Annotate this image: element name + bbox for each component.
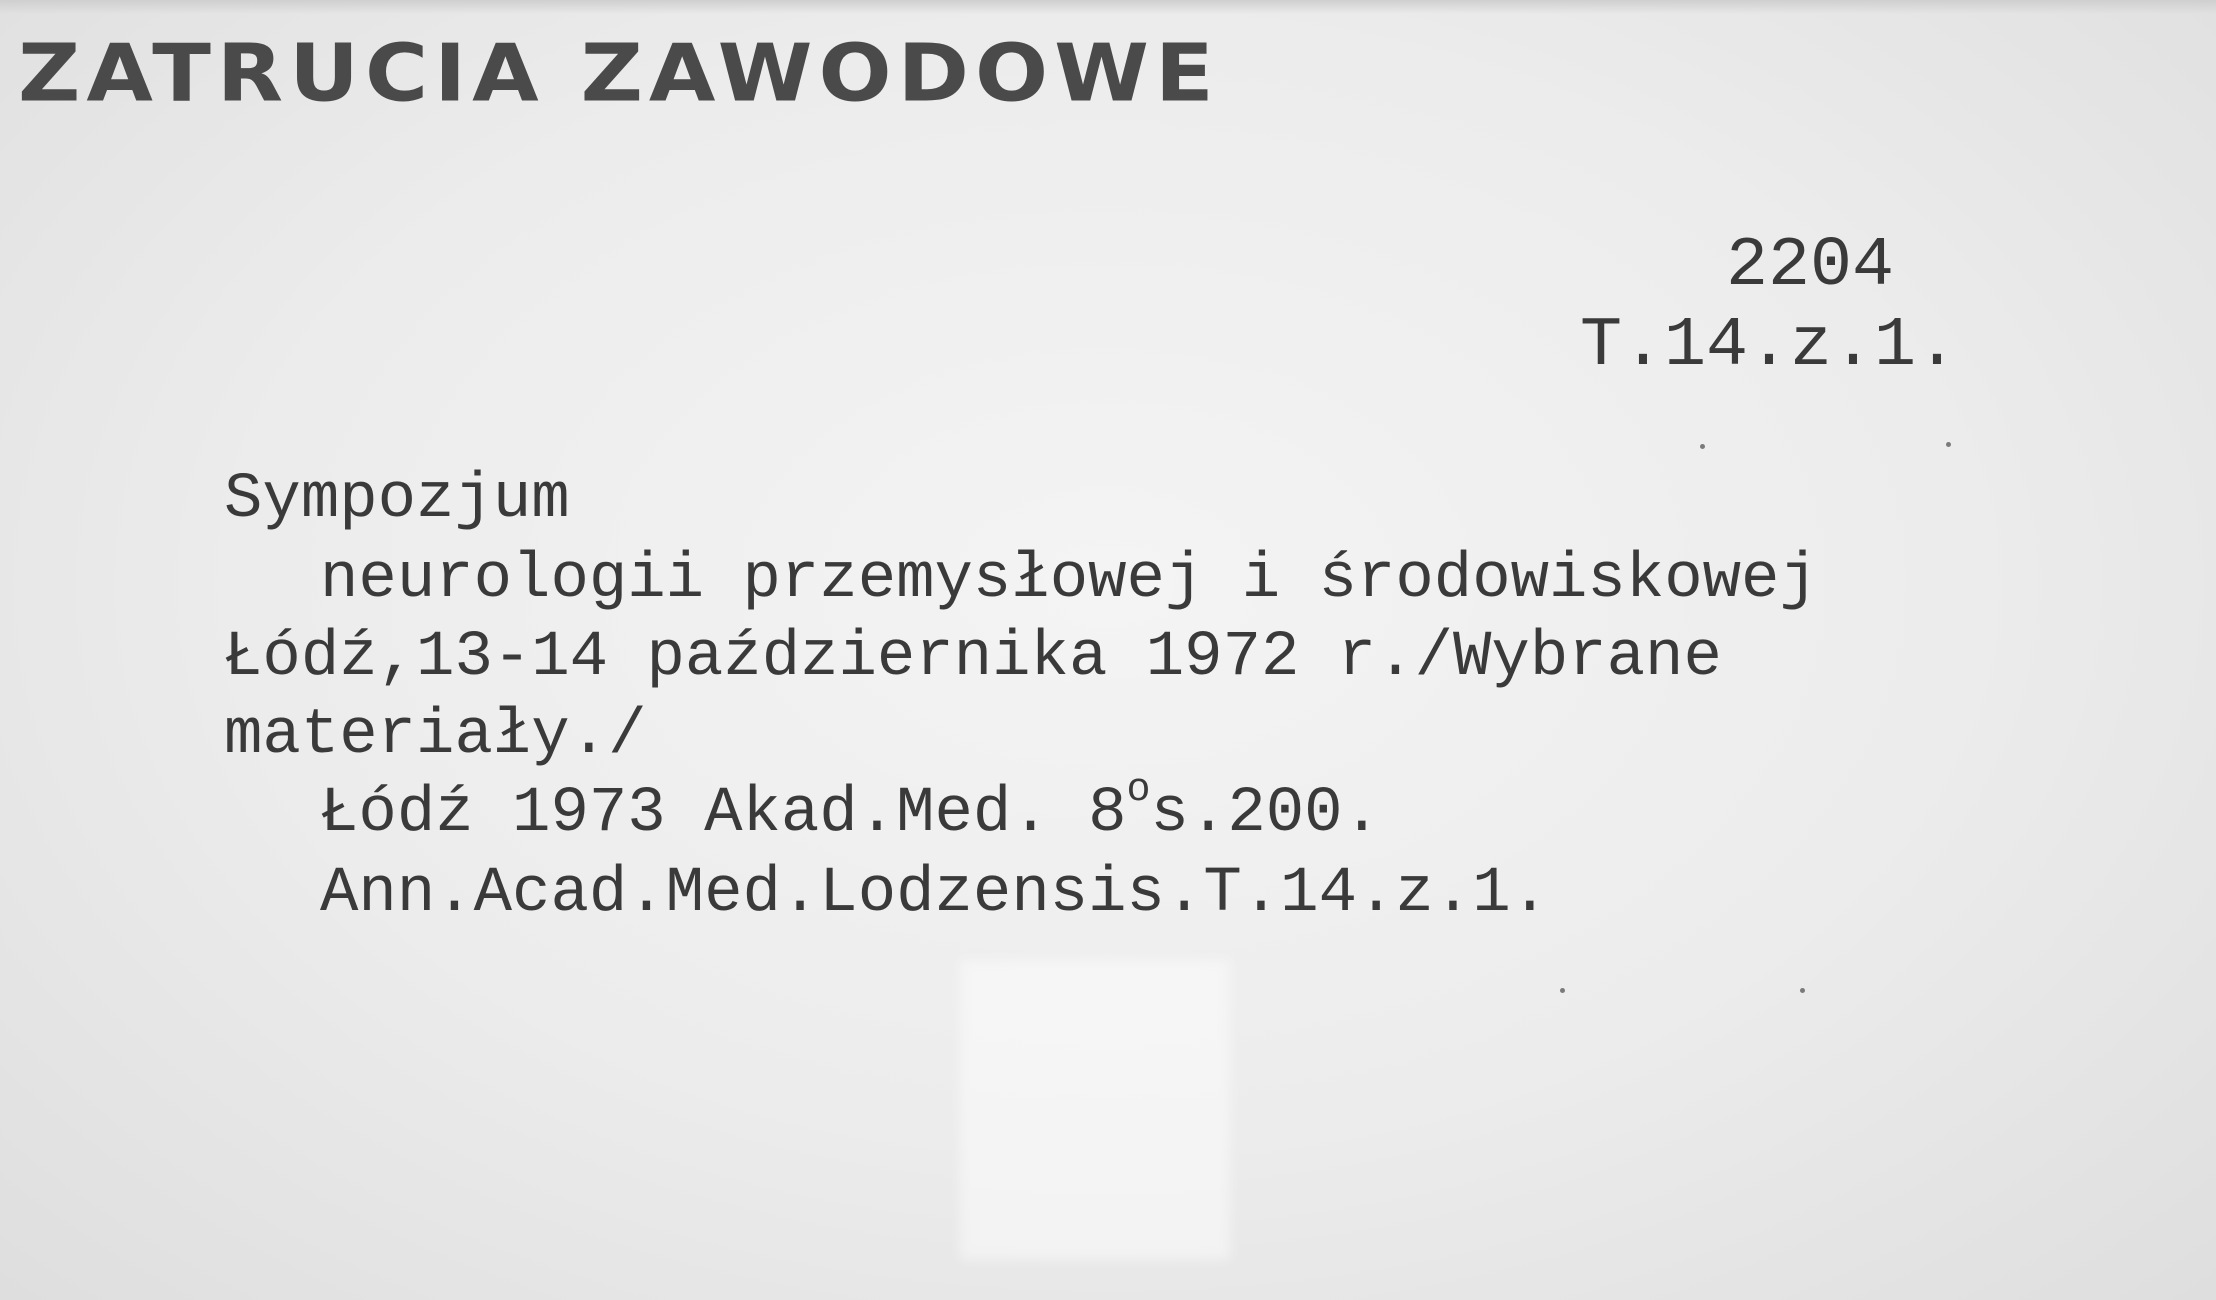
dust-speck	[1560, 988, 1565, 993]
dust-speck	[1800, 988, 1805, 993]
title-line-3: Łódź,13-14 października 1972 r./Wybrane	[224, 622, 1722, 694]
format-superscript: o	[1126, 768, 1151, 813]
imprint-prefix: Łódź 1973 Akad.Med. 8	[320, 778, 1127, 850]
subject-heading: ZATRUCIA ZAWODOWE	[18, 28, 1220, 120]
title-line-2: neurologii przemysłowej i środowiskowej	[320, 544, 1818, 616]
call-number-line-1: 2204	[1726, 227, 1895, 306]
series-line: Ann.Acad.Med.Lodzensis.T.14.z.1.	[320, 858, 1549, 930]
dust-speck	[1700, 444, 1705, 449]
imprint-suffix: s.200.	[1150, 778, 1381, 850]
title-line-4: materiały./	[224, 700, 647, 772]
title-line-1: Sympozjum	[224, 464, 570, 536]
call-number-line-2: T.14.z.1.	[1580, 307, 1959, 386]
dust-speck	[1946, 442, 1951, 447]
imprint-line	[320, 768, 1381, 850]
scan-artifact	[960, 960, 1230, 1260]
